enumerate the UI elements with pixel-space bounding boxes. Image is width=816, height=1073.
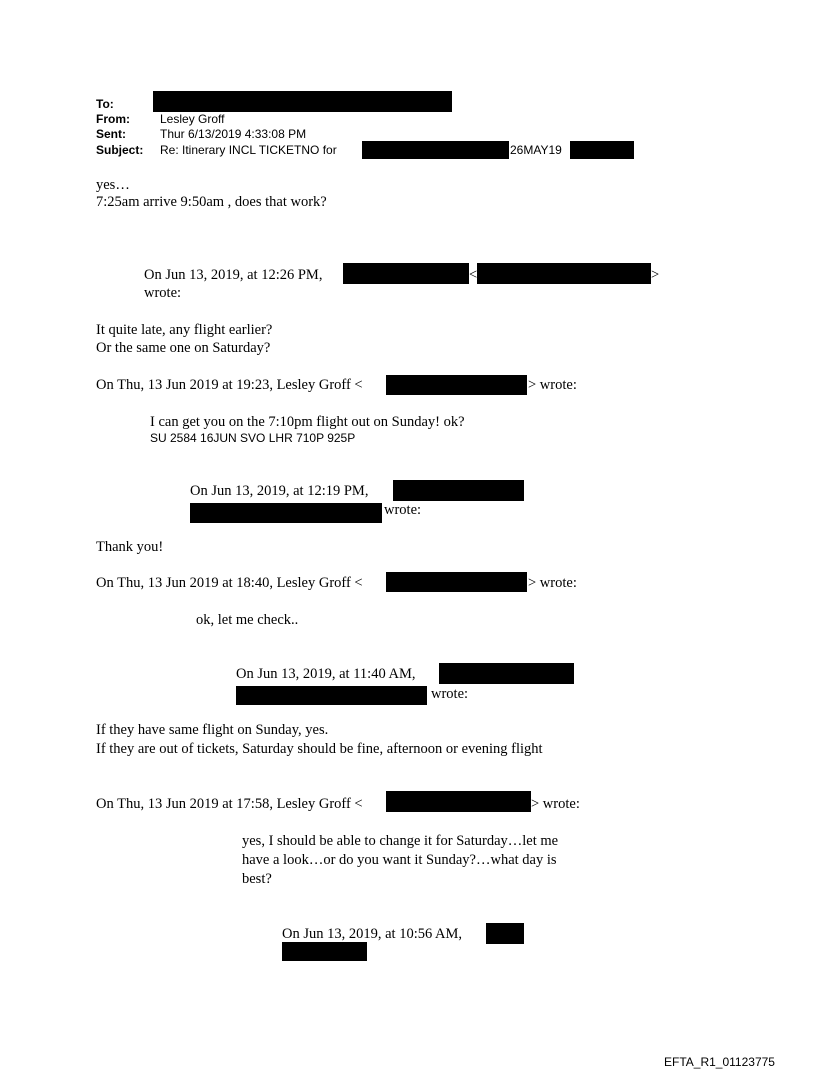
msg-5-line-1: If they have same flight on Sunday, yes.: [96, 722, 329, 738]
msg-1-line-2: Or the same one on Saturday?: [96, 340, 271, 356]
msg-3: Thank you!: [96, 539, 164, 555]
quote-5-header: On Jun 13, 2019, at 11:40 AM,: [236, 666, 416, 682]
from-label: From:: [96, 112, 130, 126]
redaction-q3-email: [190, 503, 382, 523]
msg-2-line-1: I can get you on the 7:10pm flight out on Sunday! ok?: [150, 414, 465, 430]
msg-4: ok, let me check..: [196, 612, 299, 628]
quote-6-header: On Thu, 13 Jun 2019 at 17:58, Lesley Groff <: [96, 796, 363, 812]
quote-4-header: On Thu, 13 Jun 2019 at 18:40, Lesley Groff <: [96, 575, 363, 591]
redaction-q1-email: [477, 263, 651, 284]
redaction-q4-email: [386, 572, 527, 592]
quote-2-header: On Thu, 13 Jun 2019 at 19:23, Lesley Groff <: [96, 377, 363, 393]
subject-suffix: 26MAY19: [510, 143, 562, 157]
redaction-q5-email: [236, 686, 427, 705]
msg-6-line-1: yes, I should be able to change it for Saturday…let me: [242, 833, 559, 849]
sent-value: Thur 6/13/2019 4:33:08 PM: [160, 127, 307, 141]
quote-3-wrote: wrote:: [384, 502, 422, 518]
redaction-subject-name: [362, 141, 509, 159]
reply-line-1: yes…: [96, 177, 130, 193]
redaction-to: [153, 91, 452, 112]
quote-4-wrote: > wrote:: [528, 575, 577, 591]
redaction-q7-name: [486, 923, 524, 944]
msg-2-flight: SU 2584 16JUN SVO LHR 710P 925P: [150, 431, 356, 445]
msg-6-line-2: have a look…or do you want it Sunday?…what day is: [242, 852, 557, 868]
quote-1-gt: >: [651, 267, 660, 283]
quote-1-header: On Jun 13, 2019, at 12:26 PM,: [144, 267, 323, 283]
quote-3-header: On Jun 13, 2019, at 12:19 PM,: [190, 483, 369, 499]
quote-6-wrote: > wrote:: [531, 796, 580, 812]
document-id: EFTA_R1_01123775: [664, 1055, 775, 1069]
to-label: To:: [96, 97, 114, 111]
reply-line-2: 7:25am arrive 9:50am , does that work?: [96, 194, 327, 210]
redaction-q6-email: [386, 791, 531, 812]
msg-1-line-1: It quite late, any flight earlier?: [96, 322, 273, 338]
quote-7-header: On Jun 13, 2019, at 10:56 AM,: [282, 926, 463, 942]
msg-6-line-3: best?: [242, 871, 272, 887]
redaction-q1-name: [343, 263, 469, 284]
redaction-q5-name: [439, 663, 574, 684]
from-value: Lesley Groff: [160, 112, 225, 126]
sent-label: Sent:: [96, 127, 126, 141]
quote-1-wrote: wrote:: [144, 285, 182, 301]
subject-prefix: Re: Itinerary INCL TICKETNO for: [160, 143, 337, 157]
redaction-subject-tail: [570, 141, 634, 159]
subject-label: Subject:: [96, 143, 144, 157]
redaction-q7-email: [282, 942, 367, 961]
quote-2-wrote: > wrote:: [528, 377, 577, 393]
quote-5-wrote: wrote:: [431, 686, 469, 702]
redaction-q2-email: [386, 375, 527, 395]
msg-5-line-2: If they are out of tickets, Saturday should be fine, afternoon or evening flight: [96, 741, 543, 757]
redaction-q3-name: [393, 480, 524, 501]
quote-1-lt: <: [469, 267, 478, 283]
